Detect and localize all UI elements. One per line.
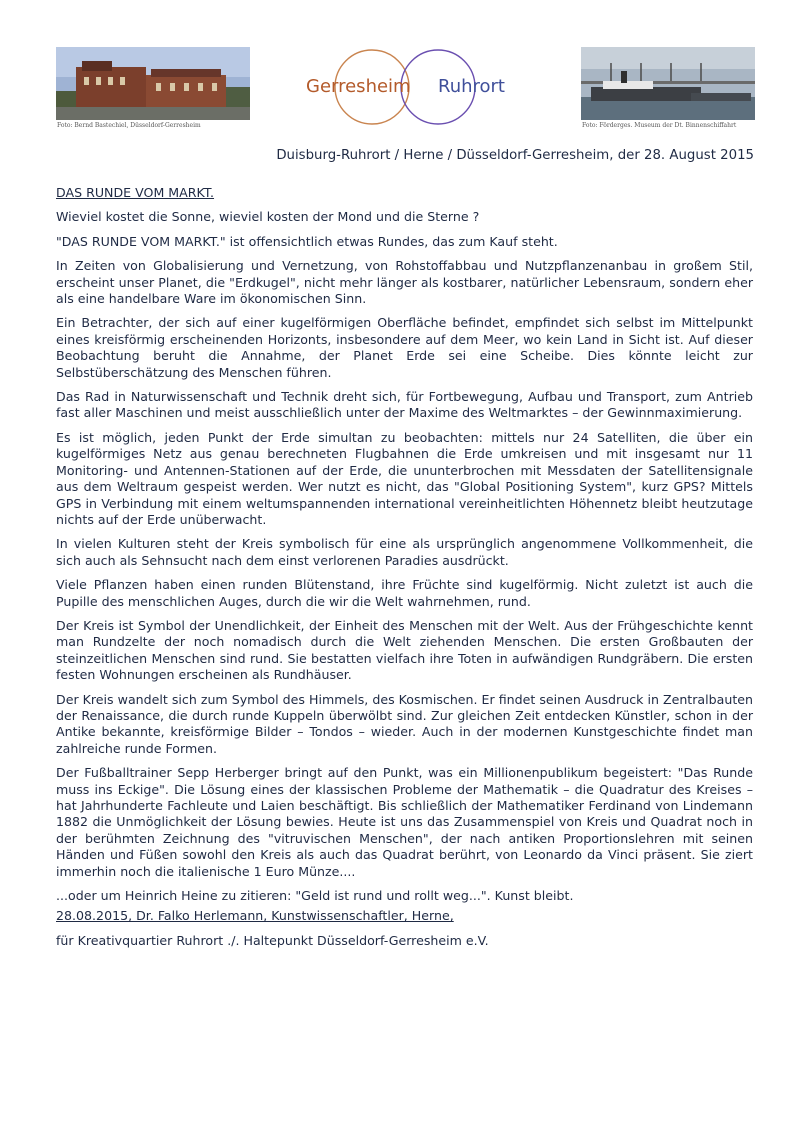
photo-left-caption: Foto: Bernd Bastechiel, Düsseldorf-Gerresheim bbox=[57, 122, 201, 129]
paragraph: Das Rad in Naturwissenschaft und Technik dreht sich, für Fortbewegung, Aufbau und Transport, zum Antrieb fast aller Maschinen und meist ausschließlich unter der Maxime des Weltmarktes – der Gewinnmaximierung. bbox=[56, 389, 753, 421]
ships-photo bbox=[581, 47, 755, 120]
paragraph: In Zeiten von Globalisierung und Vernetzung, von Rohstoffabbau und Nutzpflanzenanbau in großem Stil, erscheint unser Planet, die "Erdkugel", nicht mehr länger als kostbarer, natürlicher Lebensraum, sondern eher als eine handelbare Ware im ökonomischen Sinn. bbox=[56, 258, 753, 307]
paragraph: Viele Pflanzen haben einen runden Blütenstand, ihre Früchte sind kugelförmig. Nicht zuletzt ist auch die Pupille des menschlichen Auges, durch die wir die Welt wahrnehmen, rund. bbox=[56, 577, 753, 609]
logo-word-gerresheim: Gerresheim bbox=[306, 76, 411, 97]
paragraph: Der Fußballtrainer Sepp Herberger bringt auf den Punkt, was ein Millionenpublikum begeistert: "Das Runde muss ins Eckige". Die Lösung eines der klassischen Probleme der Mathematik – die Quadratur des Kreises – hat Jahrhunderte Fachleute und Laien beschäftigt. Bis schließlich der Mathematiker Ferdinand von Lindemann 1882 die Unmöglichkeit der Lösung bewies. Heute ist uns das Zusammenspiel von Kreis und Quadrat noch in der berühmten Zeichnung des "vitruvischen Menschen", der nach antiken Proportionslehren mit seinen Händen und Füßen sowohl den Kreis als auch das Quadrat berührt, von Leonardo da Vinci präsent. Sie ziert immerhin noch die italienische 1 Euro Münze.... bbox=[56, 765, 753, 879]
document-body bbox=[56, 185, 753, 957]
paragraph: Es ist möglich, jeden Punkt der Erde simultan zu beobachten: mittels nur 24 Satelliten, die über ein kugelförmiges Netz aus genau berechneten Flugbahnen die Erde umkreisen und mit insgesamt nur 11 Monitoring- und Antennen-Stationen auf der Erde, die ununterbrochen mit Messdaten der Satellitensignale aus dem Weltraum gespeist werden. Wer nutzt es nicht, das "Global Positioning System", kurz GPS? Mittels GPS in Verbindung mit einem weltumspannenden international vereinheitlichten Höhennetz bleibt heutzutage nichts auf der Erde unüberwacht. bbox=[56, 429, 753, 527]
paragraph: Der Kreis wandelt sich zum Symbol des Himmels, des Kosmischen. Er findet seinen Ausdruck in Zentralbauten der Renaissance, die durch runde Kuppeln überwölbt sind. Zur gleichen Zeit entdecken Künstler, schon in der Antike bekannte, kreisförmige Bilder – Tondos – wieder. Auch in der modernen Kunstgeschichte findet man zahlreiche runde Formen. bbox=[56, 691, 753, 756]
building-photo bbox=[56, 47, 250, 120]
photo-right-caption: Foto: Förderges. Museum der Dt. Binnenschiffahrt bbox=[582, 122, 737, 129]
paragraph: Ein Betrachter, der sich auf einer kugelförmigen Oberfläche befindet, empfindet sich selbst im Mittelpunkt eines kreisförmig erscheinenden Horizonts, insbesondere auf dem Meer, wo kein Land in Sicht ist. Auf dieser Beobachtung beruht die Annahme, der Planet Erde sei eine Scheibe. Dies könnte leicht zur Selbstüberschätzung des Menschen führen. bbox=[56, 315, 753, 380]
paragraph: "DAS RUNDE VOM MARKT." ist offensichtlich etwas Rundes, das zum Kauf steht. bbox=[56, 233, 558, 249]
logo bbox=[304, 48, 510, 130]
paragraph: Wieviel kostet die Sonne, wieviel kosten der Mond und die Sterne ? bbox=[56, 209, 480, 225]
author-line: 28.08.2015, Dr. Falko Herlemann, Kunstwissenschaftler, Herne, bbox=[56, 908, 454, 924]
paragraph: Der Kreis ist Symbol der Unendlichkeit, der Einheit des Menschen mit der Welt. Aus der Frühgeschichte kennt man Rundzelte der noch nomadisch durch die Welt ziehenden Menschen. Die ersten Großbauten der steinzeitlichen Menschen sind rund. Sie bestatten vielfach ihre Toten in aufwändigen Rundgräbern. Die ersten festen Wohnungen erscheinen als Rundhäuser. bbox=[56, 617, 753, 683]
organization-line: für Kreativquartier Ruhrort ./. Haltepunkt Düsseldorf-Gerresheim e.V. bbox=[56, 932, 489, 948]
closing-paragraph: ...oder um Heinrich Heine zu zitieren: "Geld ist rund und rollt weg...". Kunst bleibt. bbox=[56, 888, 574, 904]
logo-word-ruhrort: Ruhrort bbox=[438, 76, 505, 97]
paragraph: In vielen Kulturen steht der Kreis symbolisch für eine als ursprünglich angenommene Vollkommenheit, die sich auch als Sehnsucht nach dem einst verlorenen Paradies ausdrückt. bbox=[56, 536, 753, 568]
document-title: DAS RUNDE VOM MARKT. bbox=[56, 185, 215, 200]
dateline: Duisburg-Ruhrort / Herne / Düsseldorf-Gerresheim, der 28. August 2015 bbox=[276, 148, 754, 163]
